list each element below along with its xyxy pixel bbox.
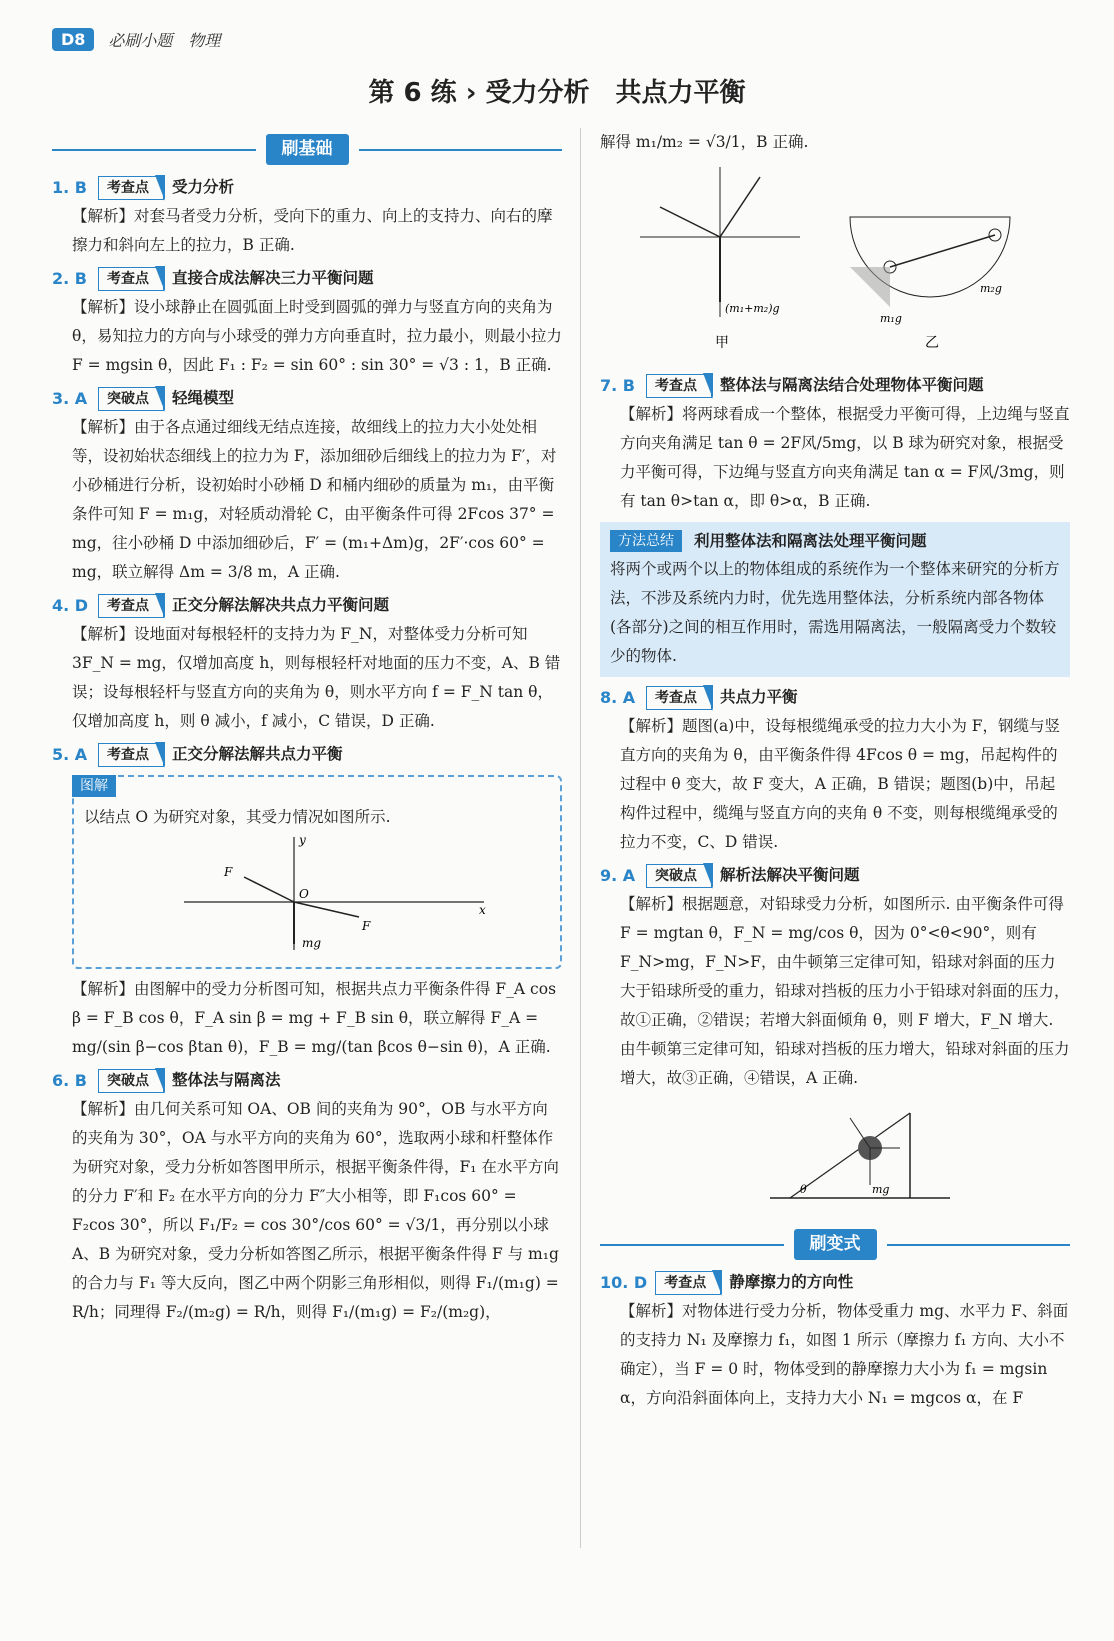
tag: 考查点: [646, 686, 712, 710]
method-summary: [600, 522, 1070, 677]
svg-text:x: x: [479, 903, 486, 917]
question-number: 3. A: [52, 389, 88, 408]
topic: 静摩擦力的方向性: [729, 1273, 854, 1291]
svg-text:θ: θ: [800, 1183, 807, 1196]
analysis: 【解析】设小球静止在圆弧面上时受到圆弧的弹力与竖直方向的夹角为 θ，易知拉力的方向与小球受的弹力方向垂直时，拉力最小，则最小拉力 F = mgsin θ，因此 F₁ : F₂ = sin 60° : sin 30° = √3 : 1，B 正确.: [72, 298, 562, 374]
question-number: 6. B: [52, 1071, 87, 1090]
banner-variant: [600, 1229, 1070, 1260]
figure-jia-yi: [600, 157, 1060, 357]
question-number: 7. B: [600, 376, 635, 395]
analysis: 【解析】将两球看成一个整体，根据受力平衡可得，上边绳与竖直方向夹角满足 tan θ = 2F风/5mg，以 B 球为研究对象，根据受力平衡可得，下边绳与竖直方向夹角满足 tan α = F风/3mg，则有 tan θ>tan α，即 θ>α，B 正确.: [620, 405, 1070, 510]
fig-label-jia: 甲: [715, 335, 729, 351]
analysis: 【解析】由图解中的受力分析图可知，根据共点力平衡条件得 F_A cos β = F_B cos θ，F_A sin β = mg + F_B sin θ，联立解得 F_A = mg/(sin β−cos βtan θ)，F_B = mg/(tan βcos θ−sin θ)，A 正确.: [72, 980, 557, 1056]
svg-text:mg: mg: [872, 1183, 890, 1196]
page-header: [52, 28, 220, 51]
question-10: [600, 1268, 1070, 1413]
topic: 正交分解法解决共点力平衡问题: [172, 596, 390, 614]
question-2: [52, 264, 562, 380]
left-column: [52, 128, 562, 1327]
question-number: 4. D: [52, 596, 89, 615]
analysis: 【解析】根据题意，对铅球受力分析，如图所示. 由平衡条件可得 F = mgtan θ，F_N = mg/cos θ，因为 0°<θ<90°，则有 F_N>mg，F_N>F，由牛顿第三定律可知，铅球对斜面的压力大于铅球所受的重力，铅球对挡板的压力小于铅球对斜面的压力，故①正确，②错误；若增大斜面倾角 θ，则 F 增大，F_N 增大. 由牛顿第三定律可知，铅球对挡板的压力增大，铅球对斜面的压力增大，故③正确，④错误，A 正确.: [620, 895, 1070, 1087]
figure-label: 图解: [72, 775, 116, 797]
tag: 考查点: [646, 374, 712, 398]
column-divider: [580, 128, 581, 1548]
tag: 突破点: [98, 387, 164, 411]
svg-text:mg: mg: [302, 936, 322, 950]
question-number: 1. B: [52, 178, 87, 197]
topic: 整体法与隔离法结合处理物体平衡问题: [720, 376, 984, 394]
svg-text:m₁g: m₁g: [880, 312, 902, 325]
fig-label-yi: 乙: [925, 335, 939, 351]
topic: 轻绳模型: [172, 389, 235, 407]
method-text: 将两个或两个以上的物体组成的系统作为一个整体来研究的分析方法，不涉及系统内力时，优先选用整体法，分析系统内部各物体(各部分)之间的相互作用时，需选用隔离法，一般隔离受力个数较少的物体.: [610, 560, 1060, 665]
analysis: 【解析】设地面对每根轻杆的支持力为 F_N，对整体受力分析可知 3F_N = mg，仅增加高度 h，则每根轻杆对地面的压力不变，A、B 错误；设每根轻杆与竖直方向的夹角为 θ，则水平方向 f = F_N tan θ，仅增加高度 h，则 θ 减小，f 减小，C 错误，D 正确.: [72, 625, 561, 730]
analysis: 【解析】由几何关系可知 OA、OB 间的夹角为 90°，OB 与水平方向的夹角为 30°，OA 与水平方向的夹角为 60°，选取两小球和杆整体作为研究对象，受力分析如答图甲所示，根据平衡条件得，F₁ 在水平方向的分力 F′和 F₂ 在水平方向的分力 F″大小相等，即 F₁cos 60° = F₂cos 30°，所以 F₁/F₂ = cos 30°/cos 60° = √3/1，再分别以小球 A、B 为研究对象，受力分析如答图乙所示，根据平衡条件得 F 与 m₁g 的合力与 F₁ 等大反向，图乙中两个阴影三角形相似，则得 F₁/(m₁g) = R/h；同理得 F₂/(m₂g) = R/h，则得 F₁/(m₁g) = F₂/(m₂g)，: [72, 1100, 559, 1321]
shot-put-diagram: [760, 1093, 960, 1213]
question-9: [600, 861, 1070, 1223]
svg-text:(m₁+m₂)g: (m₁+m₂)g: [725, 302, 780, 315]
question-5: [52, 740, 562, 1062]
analysis: 【解析】对套马者受力分析，受向下的重力、向上的支持力、向右的摩擦力和斜向左上的拉力，B 正确.: [72, 207, 553, 254]
q6-continuation: 解得 m₁/m₂ = √3/1，B 正确.: [600, 133, 809, 151]
question-number: 8. A: [600, 688, 636, 707]
figure-caption: 以结点 O 为研究对象，其受力情况如图所示.: [84, 808, 391, 826]
svg-text:y: y: [299, 833, 306, 847]
topic: 解析法解决平衡问题: [720, 866, 860, 884]
question-number: 5. A: [52, 745, 88, 764]
page-title: 第 6 练 › 受力分析 共点力平衡: [368, 78, 746, 108]
tag: 突破点: [98, 1069, 164, 1093]
question-number: 2. B: [52, 269, 87, 288]
tag: 考查点: [655, 1271, 721, 1295]
banner-basic-label: 刷基础: [266, 134, 349, 165]
question-4: [52, 591, 562, 736]
question-1: [52, 173, 562, 260]
tag: 考查点: [98, 176, 164, 200]
question-6: [52, 1066, 562, 1327]
tag: 考查点: [98, 267, 164, 291]
svg-text:m₂g: m₂g: [980, 282, 1002, 295]
figure-box: [72, 775, 562, 969]
analysis: 【解析】题图(a)中，设每根缆绳承受的拉力大小为 F，钢缆与竖直方向的夹角为 θ，由平衡条件得 4Fcos θ = mg，吊起构件的过程中 θ 变大，故 F 变大，A 正确，B 错误；题图(b)中，吊起构件过程中，缆绳与竖直方向的夹角 θ 不变，则每根缆绳承受的拉力不变，C、D 错误.: [620, 717, 1061, 851]
question-7: [600, 371, 1070, 516]
method-title: 利用整体法和隔离法处理平衡问题: [694, 531, 927, 550]
right-column: [600, 128, 1070, 1413]
analysis: 【解析】由于各点通过细线无结点连接，故细线上的拉力大小处处相等，设初始状态细线上的拉力为 F，添加细砂后细线上的拉力为 F′，对小砂桶进行分析，设初始时小砂桶 D 和桶内细砂的质量为 m₁，由平衡条件可知 F = m₁g，对轻质动滑轮 C，由平衡条件可得 2Fcos 37° = mg，往小砂桶 D 中添加细砂后，F′ = (m₁+Δm)g，2F′·cos 60° = mg，联立解得 Δm = 3/8 m，A 正确.: [72, 418, 557, 581]
svg-text:O: O: [299, 887, 309, 901]
topic: 直接合成法解决三力平衡问题: [172, 269, 374, 287]
tag: 考查点: [98, 743, 164, 767]
method-tag: 方法总结: [610, 530, 682, 552]
svg-text:F: F: [224, 865, 233, 879]
tag: 突破点: [646, 864, 712, 888]
tag: 考查点: [98, 594, 164, 618]
force-diagram-o: [164, 832, 504, 952]
analysis: 【解析】对物体进行受力分析，物体受重力 mg、水平力 F、斜面的支持力 N₁ 及摩擦力 f₁，如图 1 所示（摩擦力 f₁ 方向、大小不确定），当 F = 0 时，物体受到的静摩擦力大小为 f₁ = mgsin α，方向沿斜面体向上，支持力大小 N₁ = mgcos α，在 F: [620, 1302, 1069, 1407]
topic: 整体法与隔离法: [172, 1071, 281, 1089]
banner-basic: [52, 134, 562, 165]
question-8: [600, 683, 1070, 857]
book-title: 必刷小题 物理: [108, 31, 221, 50]
topic: 受力分析: [172, 178, 235, 196]
page-number: D8: [52, 28, 94, 51]
question-3: [52, 384, 562, 587]
topic: 共点力平衡: [720, 688, 798, 706]
svg-text:F: F: [362, 919, 371, 933]
question-number: 10. D: [600, 1273, 648, 1292]
question-number: 9. A: [600, 866, 636, 885]
banner-variant-label: 刷变式: [794, 1229, 877, 1260]
topic: 正交分解法解共点力平衡: [172, 745, 343, 763]
